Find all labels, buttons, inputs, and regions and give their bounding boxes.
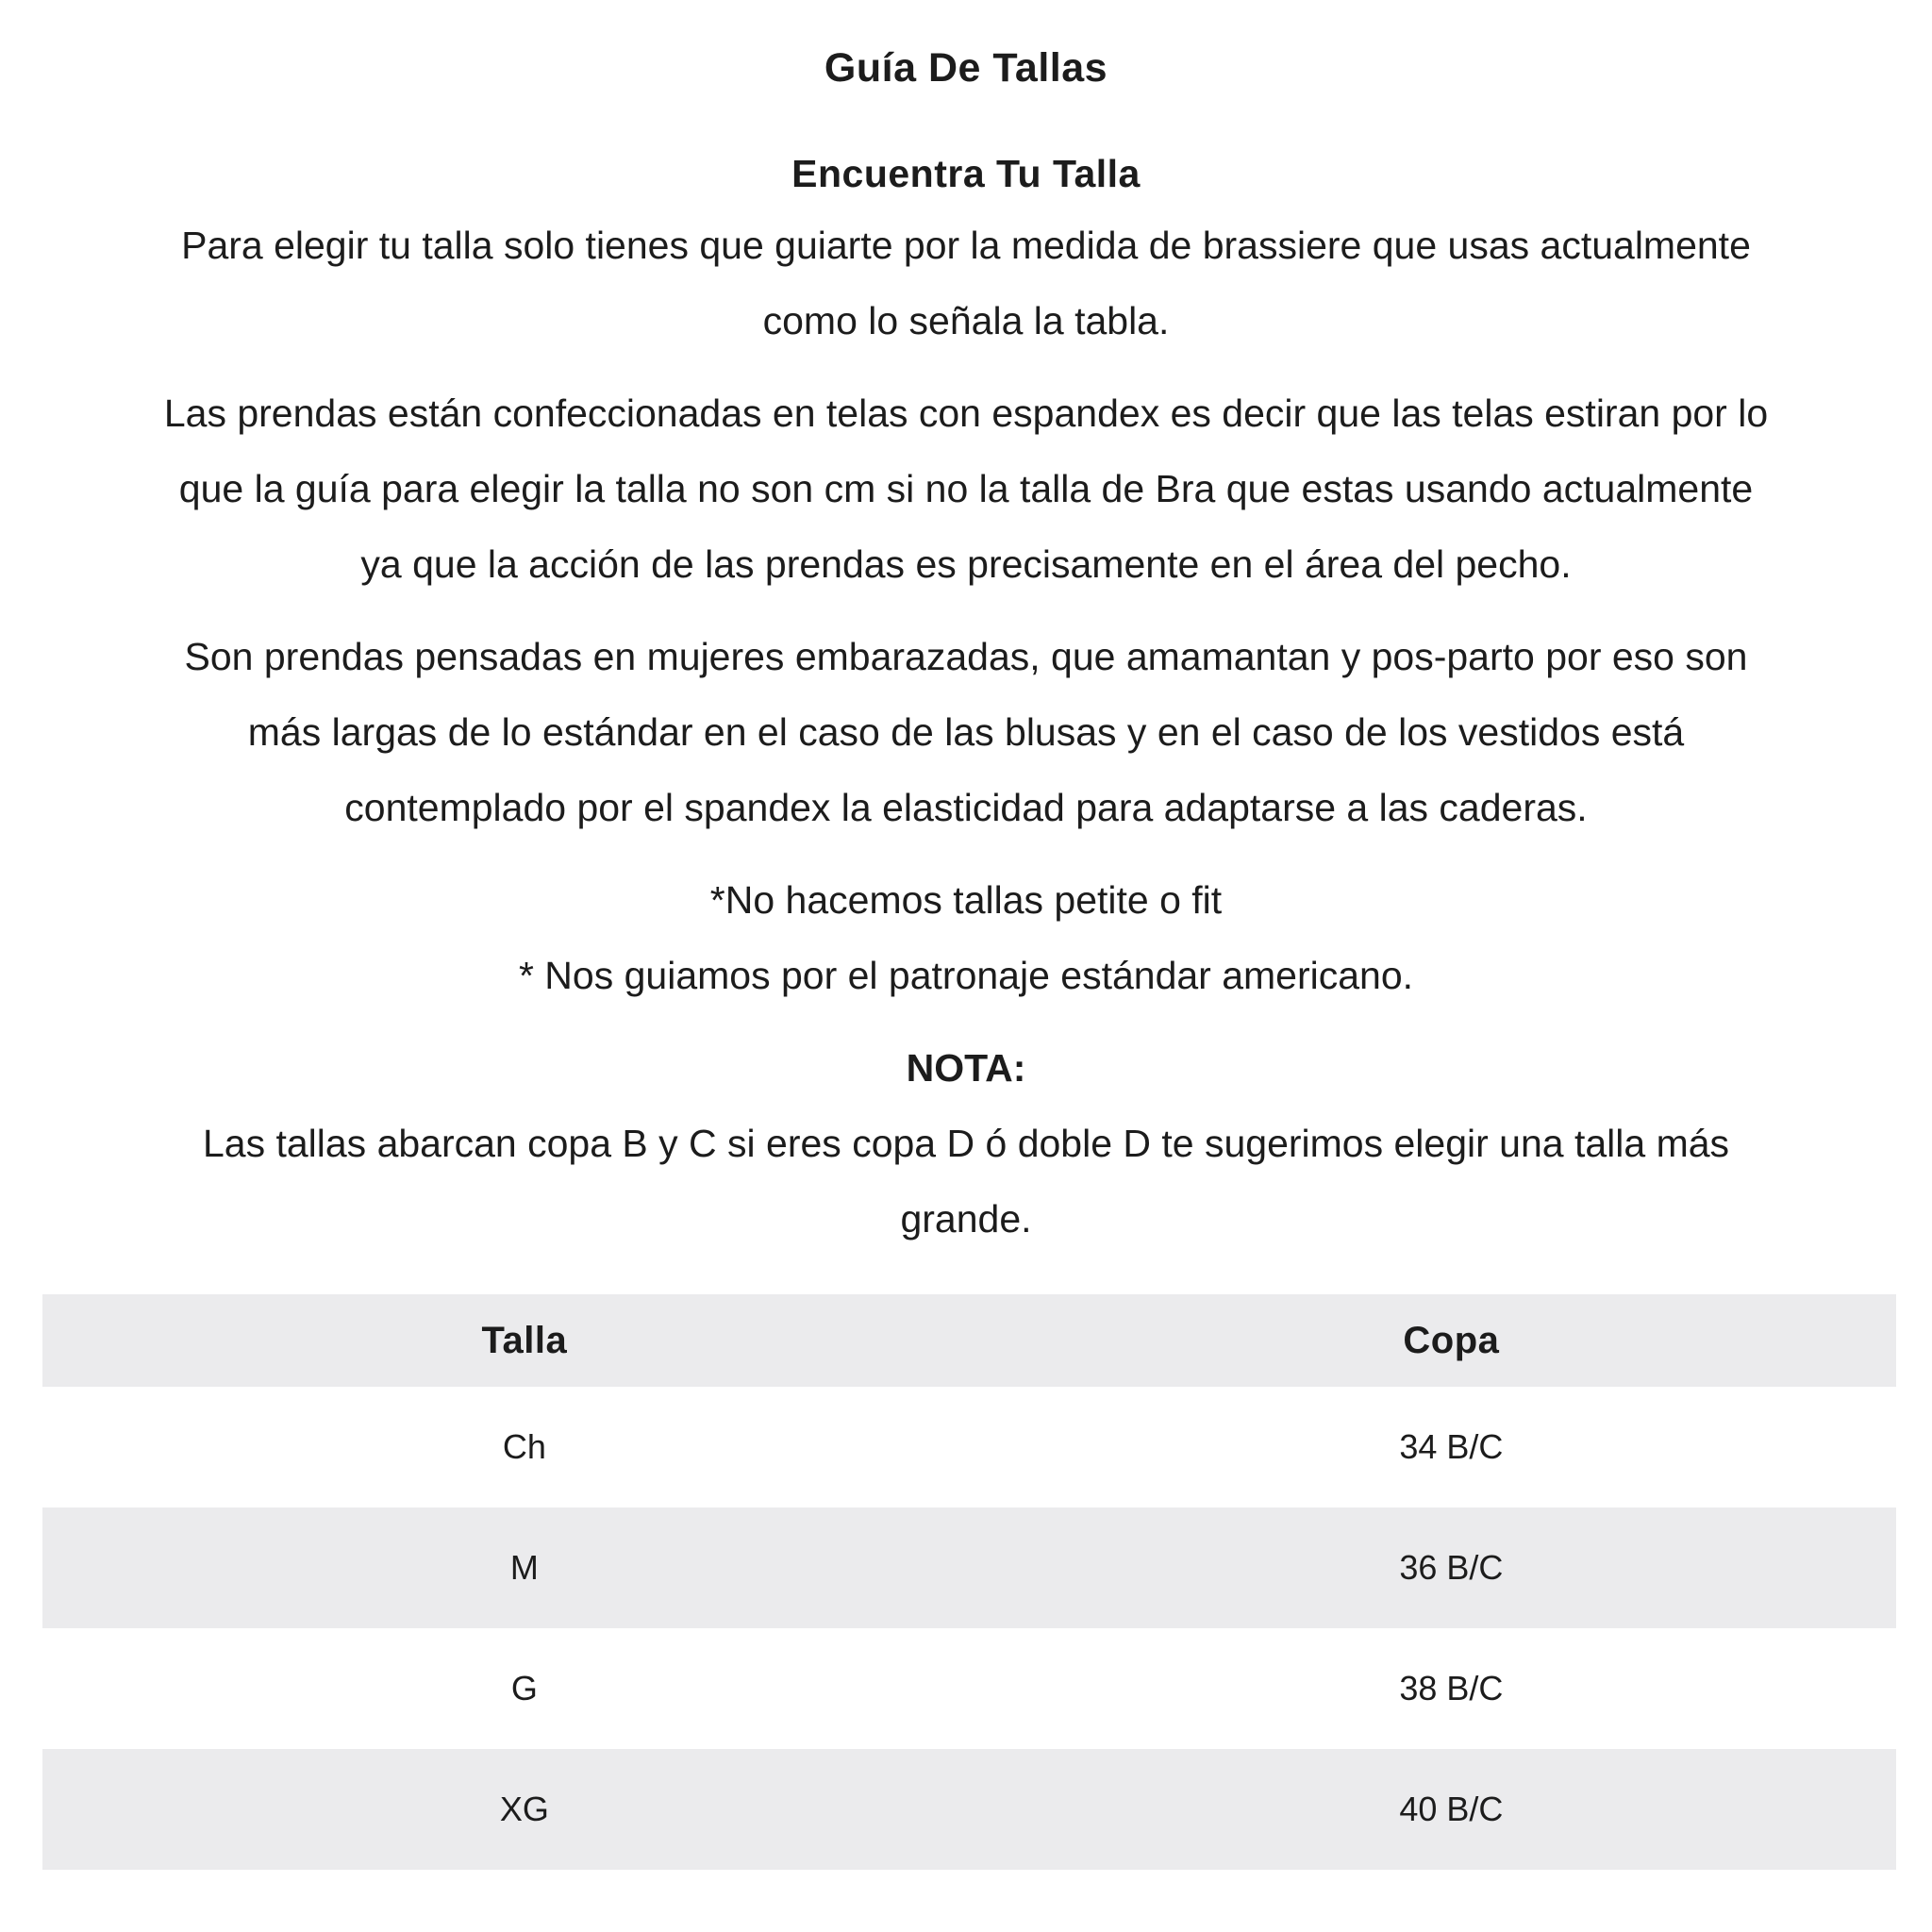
petite-note: *No hacemos tallas petite o fit [709,878,1223,922]
cell-copa-ch: 34 B/C [1399,1427,1504,1466]
size-table [42,1294,1896,1870]
page-title: Guía De Tallas [824,45,1108,91]
fit-line-3: contemplado por el spandex la elasticidad para adaptarse a las caderas. [344,786,1588,829]
cell-copa-xg: 40 B/C [1399,1790,1504,1828]
nota-line-1: Las tallas abarcan copa B y C si eres copa D ó doble D te sugerimos elegir una talla más [202,1122,1730,1165]
table-row-m [42,1507,1896,1628]
fabric-paragraph [28,375,1904,602]
cell-copa-m: 36 B/C [1399,1548,1504,1587]
table-row-xg [42,1749,1896,1870]
nota-heading: NOTA: [906,1046,1026,1090]
intro-line-2: como lo señala la tabla. [762,299,1170,342]
nota-paragraph [28,1106,1904,1257]
cell-talla-m: M [509,1548,539,1587]
header-cell-talla: Talla [481,1319,568,1361]
table-row-ch [42,1387,1896,1507]
cell-talla-g: G [510,1669,538,1707]
nota-line-2: grande. [900,1197,1032,1241]
table-header-row [42,1294,1896,1387]
cell-copa-g: 38 B/C [1399,1669,1504,1707]
pattern-note: * Nos guiamos por el patronaje estándar americano. [518,954,1414,997]
fabric-line-2: que la guía para elegir la talla no son cm si no la talla de Bra que estas usando actualmente [178,467,1754,510]
fit-line-2: más largas de lo estándar en el caso de las blusas y en el caso de los vestidos está [247,710,1685,754]
fabric-line-3: ya que la acción de las prendas es precisamente en el área del pecho. [360,542,1572,586]
intro-line-1: Para elegir tu talla solo tienes que guiarte por la medida de brassiere que usas actualmente [181,224,1751,267]
fit-line-1: Son prendas pensadas en mujeres embarazadas, que amamantan y pos-parto por eso son [184,635,1748,678]
table-row-g [42,1628,1896,1749]
cell-talla-xg: XG [499,1790,549,1828]
header-cell-copa: Copa [1403,1319,1500,1361]
fabric-line-1: Las prendas están confeccionadas en telas con espandex es decir que las telas estiran por lo [163,391,1769,435]
cell-talla-ch: Ch [502,1427,546,1466]
intro-paragraph [28,208,1904,358]
notes-paragraph [28,862,1904,1013]
fit-paragraph [28,619,1904,845]
page-subtitle: Encuentra Tu Talla [791,152,1141,195]
